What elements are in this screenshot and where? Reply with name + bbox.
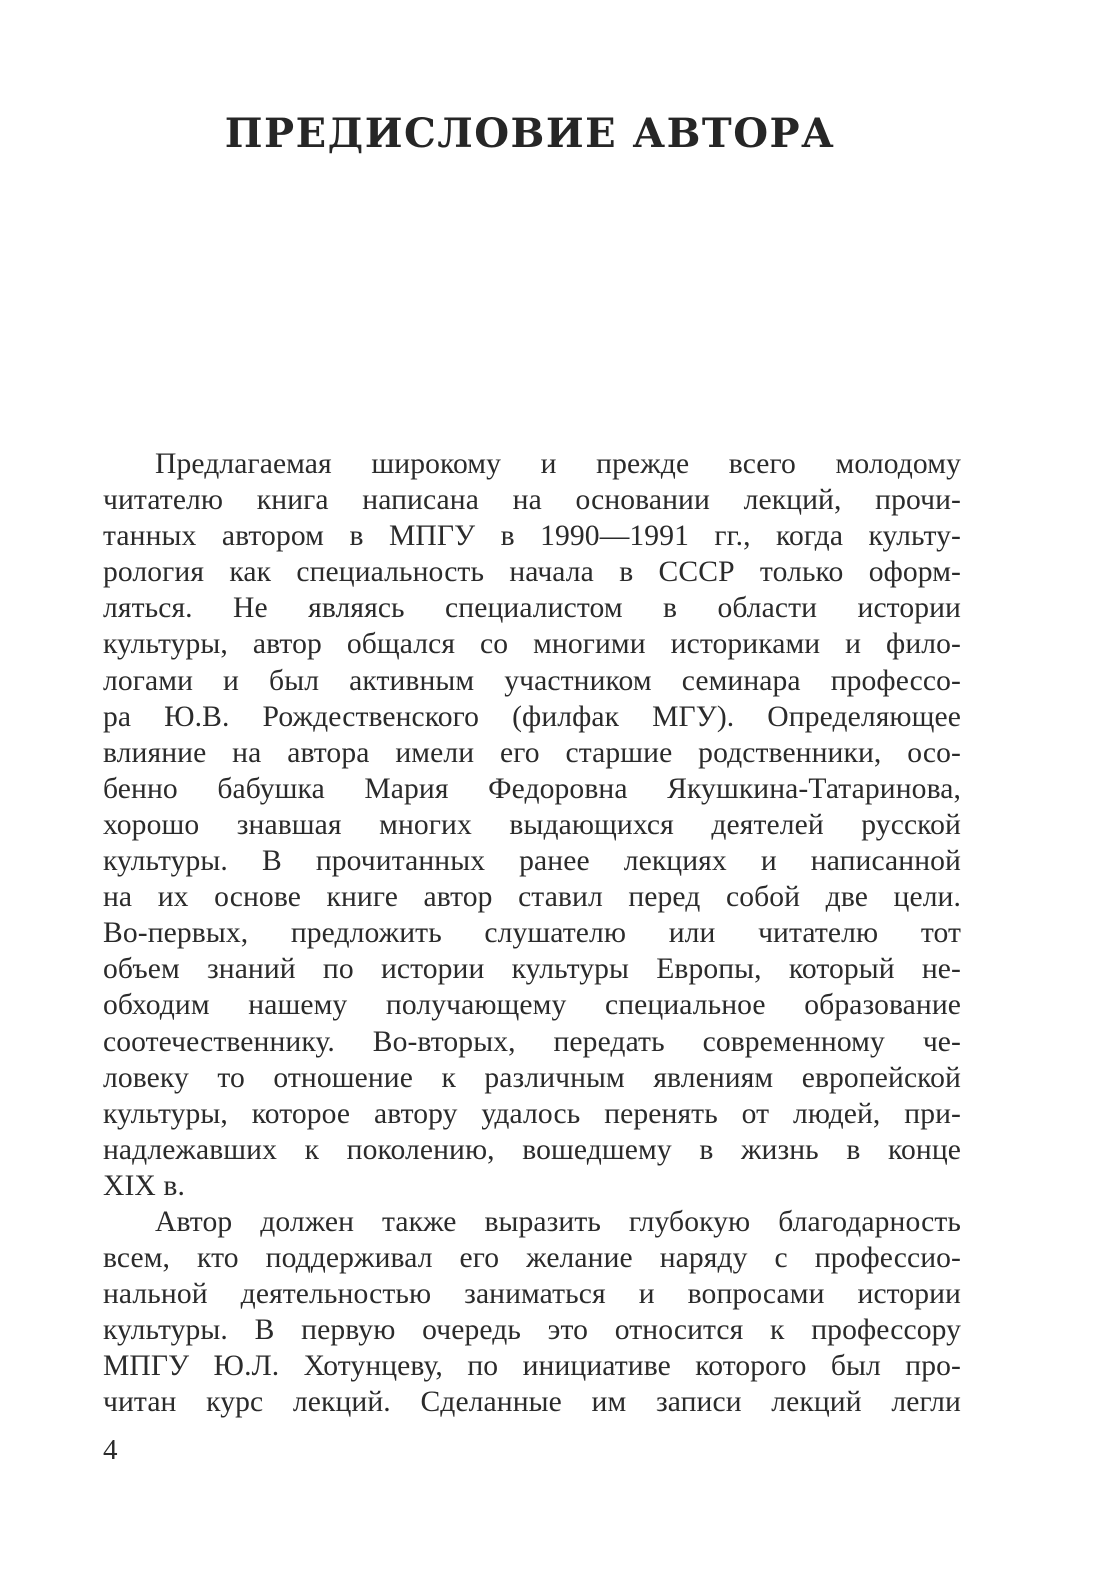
text-line: читателю книга написана на основании лекций, прочи- bbox=[103, 484, 961, 517]
body-text bbox=[103, 446, 961, 1421]
text-line: читан курс лекций. Сделанные им записи лекций легли bbox=[103, 1386, 961, 1419]
text-line: Во-первых, предложить слушателю или читателю тот bbox=[103, 917, 961, 950]
text-line: влияние на автора имели его старшие родственники, осо- bbox=[103, 736, 961, 769]
text-line: культуры. В первую очередь это относится к профессору bbox=[103, 1314, 961, 1347]
paragraph-2 bbox=[103, 1204, 961, 1421]
page-number: 4 bbox=[103, 1434, 118, 1466]
text-line: бенно бабушка Мария Федоровна Якушкина-Татаринова, bbox=[103, 772, 961, 805]
text-line: танных автором в МПГУ в 1990—1991 гг., когда культу- bbox=[103, 520, 961, 553]
text-line: нальной деятельностью заниматься и вопросами истории bbox=[103, 1278, 961, 1311]
text-line: объем знаний по истории культуры Европы, который не- bbox=[103, 953, 961, 986]
text-line: ра Ю.В. Рождественского (филфак МГУ). Определяющее bbox=[103, 700, 961, 733]
text-line: культуры, автор общался со многими историками и фило- bbox=[103, 628, 961, 661]
text-line: хорошо знавшая многих выдающихся деятелей русской bbox=[103, 808, 961, 841]
text-line: ляться. Не являясь специалистом в области истории bbox=[103, 592, 961, 625]
text-line: надлежавших к поколению, вошедшему в жизнь в конце bbox=[103, 1133, 961, 1166]
text-line: Предлагаемая широкому и прежде всего молодому bbox=[155, 448, 961, 480]
text-line: всем, кто поддерживал его желание наряду с профессио- bbox=[103, 1242, 961, 1275]
chapter-title: ПРЕДИСЛОВИЕ АВТОРА bbox=[224, 110, 836, 157]
text-line: рология как специальность начала в СССР только оформ- bbox=[103, 556, 961, 589]
text-line: культуры, которое автору удалось перенять от людей, при- bbox=[103, 1097, 961, 1130]
paragraph-1 bbox=[103, 446, 961, 1204]
text-line: на их основе книге автор ставил перед собой две цели. bbox=[103, 881, 961, 914]
text-line: логами и был активным участником семинара профессо- bbox=[103, 664, 961, 697]
text-line: МПГУ Ю.Л. Хотунцеву, по инициативе которого был про- bbox=[103, 1350, 961, 1383]
text-line: ловеку то отношение к различным явлениям европейской bbox=[103, 1061, 961, 1094]
text-line: культуры. В прочитанных ранее лекциях и написанной bbox=[103, 845, 961, 878]
text-line: XIX в. bbox=[103, 1169, 185, 1202]
text-line: обходим нашему получающему специальное образование bbox=[103, 989, 961, 1022]
text-line: соотечественнику. Во-вторых, передать современному че- bbox=[103, 1025, 961, 1058]
text-line: Автор должен также выразить глубокую благодарность bbox=[155, 1205, 961, 1238]
